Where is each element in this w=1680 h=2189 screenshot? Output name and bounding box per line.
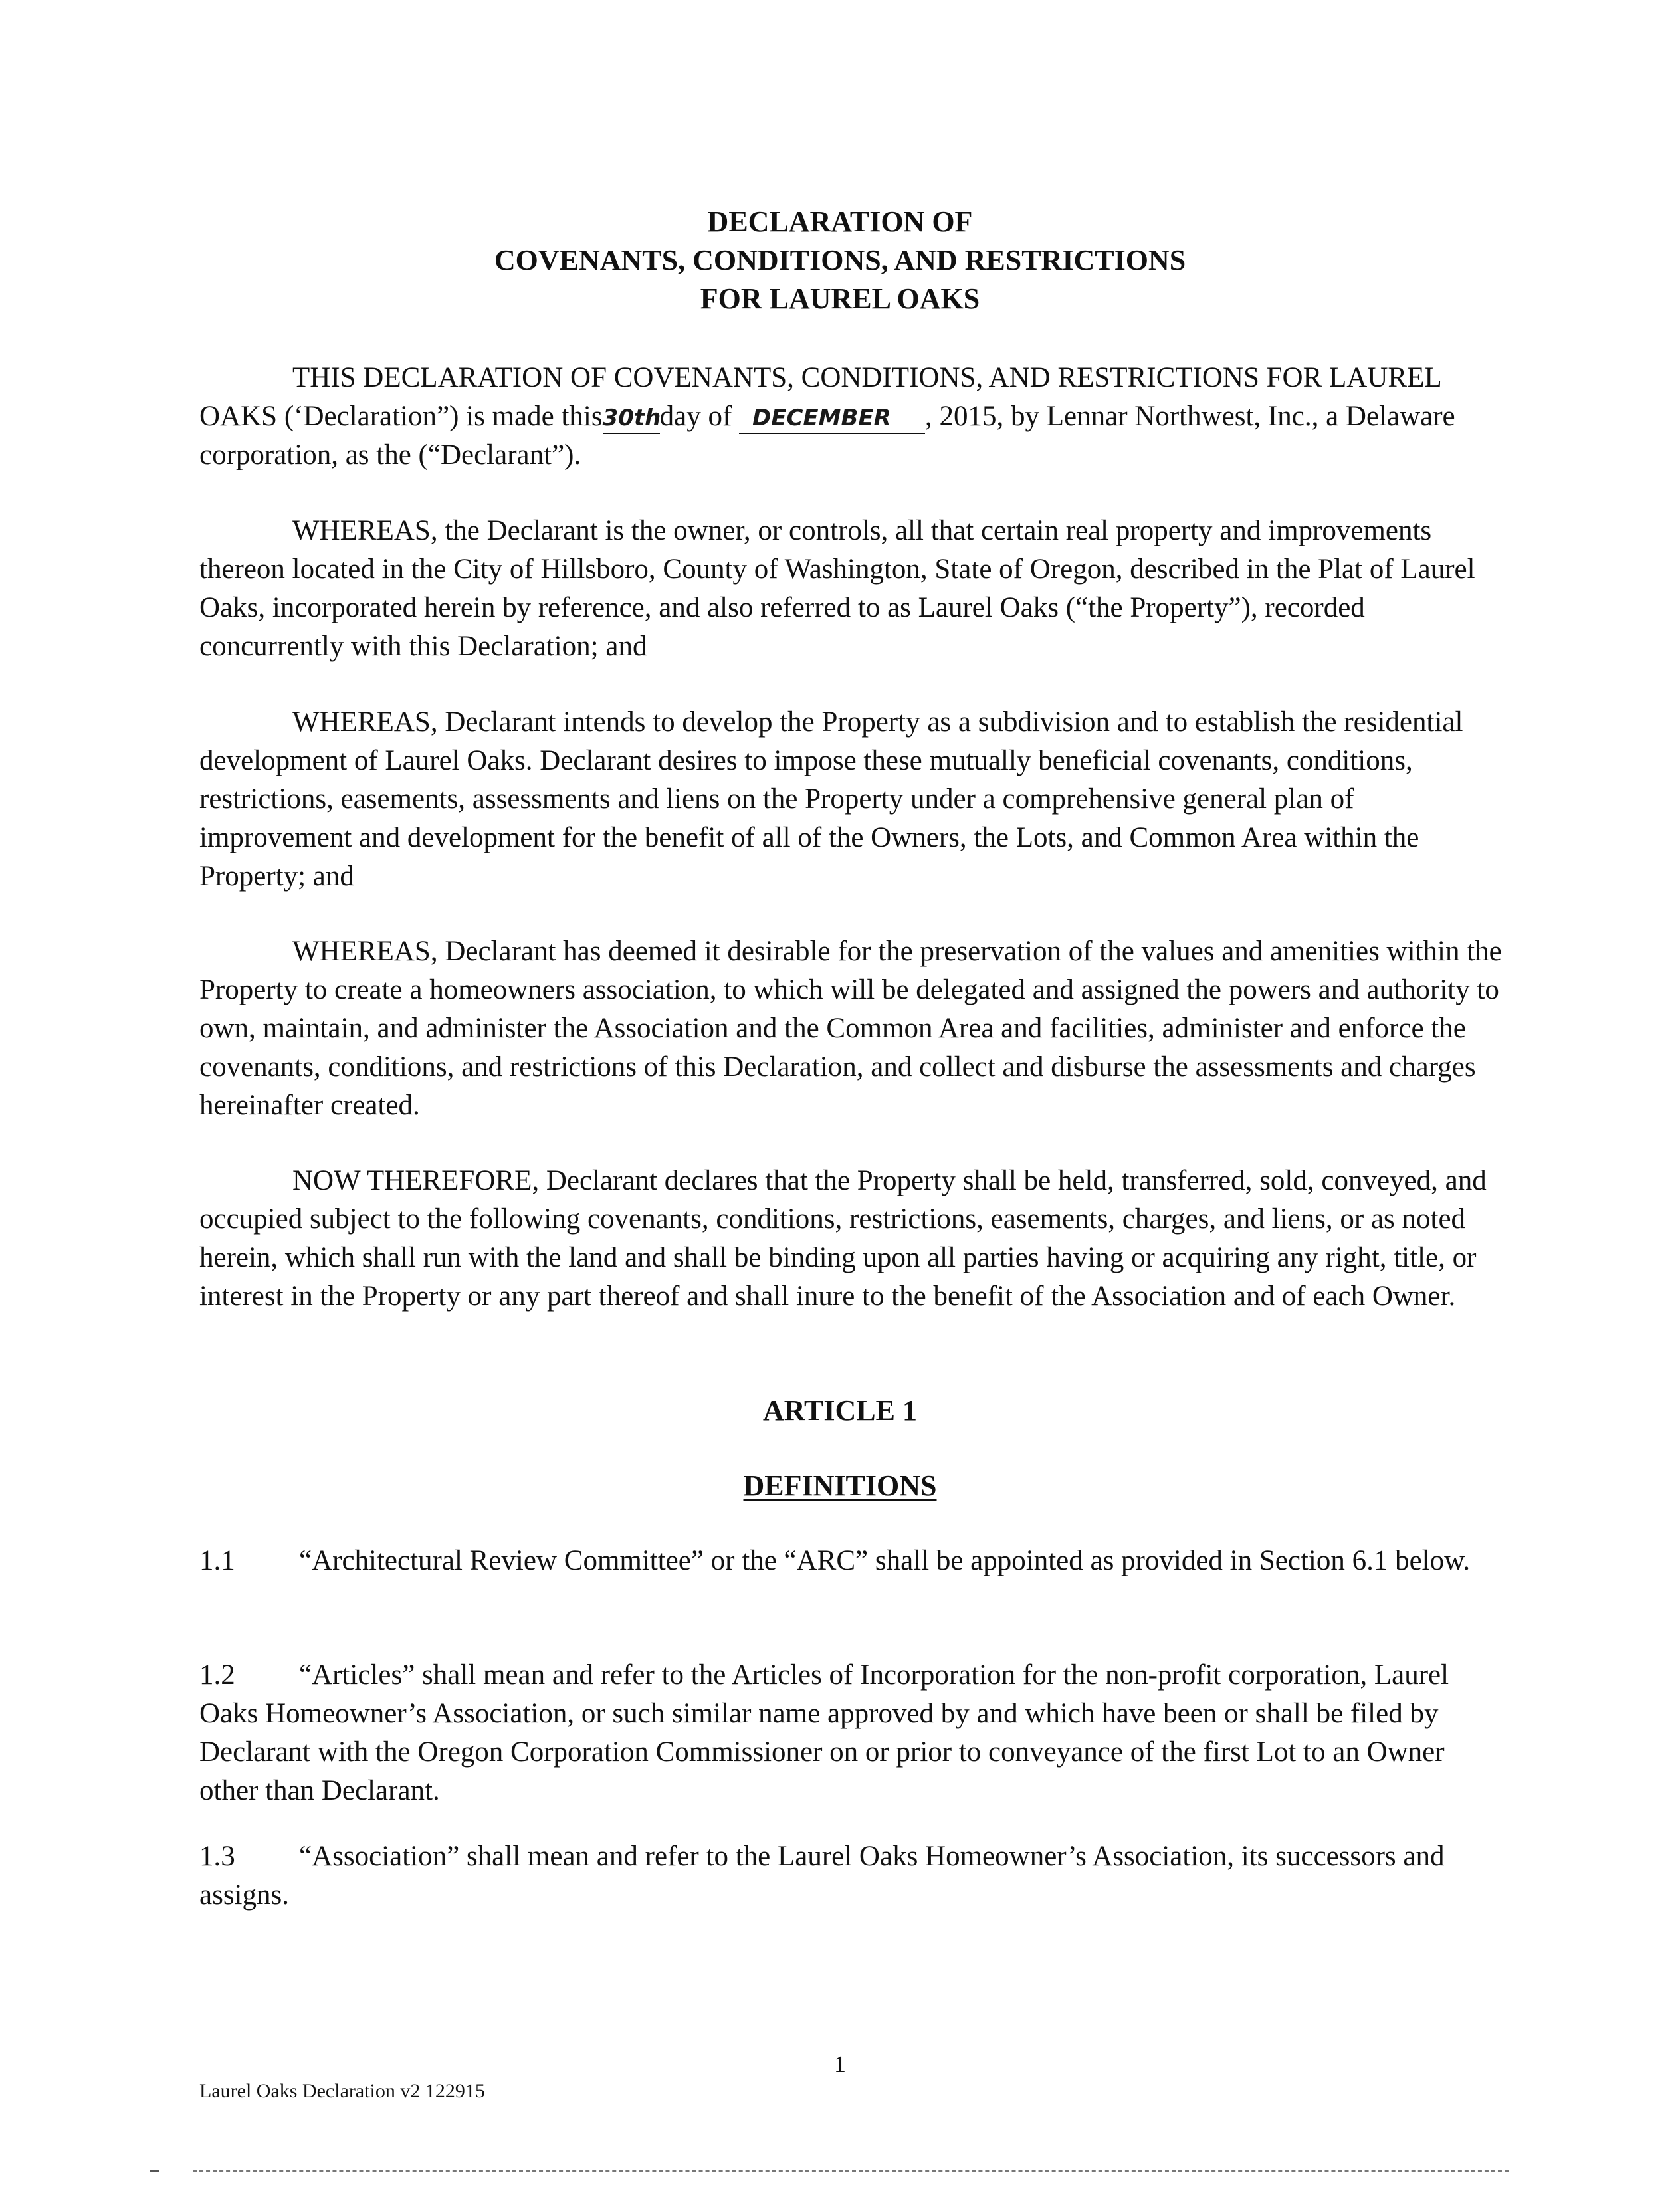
day-blank: [603, 402, 660, 434]
definitions-heading: [0, 1467, 1680, 1505]
definition-item: [199, 1837, 1502, 1915]
document-title: [0, 203, 1680, 318]
definition-text: “Architectural Review Committee” or the “ARC” shall be appointed as provided in Section 6.1 below.: [299, 1545, 1471, 1576]
whereas-paragraph-2: [199, 703, 1502, 896]
title-line-1: DECLARATION OF: [707, 205, 973, 238]
now-therefore-paragraph: [199, 1162, 1502, 1316]
scan-artifact-mark: [150, 2170, 159, 2172]
whereas-paragraph-1: [199, 512, 1502, 666]
document-footer: Laurel Oaks Declaration v2 122915: [199, 2080, 485, 2102]
definition-text: “Association” shall mean and refer to the Laurel Oaks Homeowner’s Association, its successors and assigns.: [199, 1841, 1445, 1911]
definition-item: [199, 1656, 1502, 1810]
definition-number: 1.2: [199, 1659, 235, 1691]
whereas-text-2: WHEREAS, Declarant intends to develop the Property as a subdivision and to establish the residential development of Laurel Oaks. Declarant desires to impose these mutually beneficial covenants, conditions, restrictions, easements, assessments and liens on the Property under a comprehensive general plan of improvement and development for the benefit of all of the Owners, the Lots, and Common Area within the Property; and: [199, 706, 1463, 892]
definition-item: [199, 1542, 1502, 1580]
definition-number: 1.1: [199, 1545, 235, 1576]
now-therefore-text: NOW THEREFORE, Declarant declares that the Property shall be held, transferred, sold, conveyed, and occupied subject to the following covenants, conditions, restrictions, easements, charges, and liens, or as noted herein, which shall run with the land and shall be binding upon all parties having or acquiring any right, title, or interest in the Property or any part thereof and shall inure to the benefit of the Association and of each Owner.: [199, 1165, 1487, 1312]
definition-text: “Articles” shall mean and refer to the Articles of Incorporation for the non-profit corporation, Laurel Oaks Homeowner’s Association, or such similar name approved by and which have been or shall be filed by Declarant with the Oregon Corporation Commissioner on or prior to conveyance of the first Lot to an Owner other than Declarant.: [199, 1659, 1449, 1806]
page-number: 1: [834, 2051, 846, 2077]
intro-text-1: THIS DECLARATION OF COVENANTS, CONDITIONS, AND RESTRICTIONS FOR LAUREL OAKS (‘Declaration”) is made this: [199, 362, 1441, 432]
whereas-text-1: WHEREAS, the Declarant is the owner, or controls, all that certain real property and improvements thereon located in the City of Hillsboro, County of Washington, State of Oregon, described in the Plat of Laurel Oaks, incorporated herein by reference, and also referred to as Laurel Oaks (“the Property”), recorded concurrently with this Declaration; and: [199, 515, 1475, 662]
intro-text-3: , 2015, by Lennar Northwest, Inc., a Delaware corporation, as the (“Declarant”).: [199, 401, 1455, 470]
scan-artifact-line: [193, 2170, 1509, 2172]
intro-text-2: day of: [659, 401, 732, 432]
article-heading: ARTICLE 1: [763, 1394, 917, 1427]
definitions-heading-text: DEFINITIONS: [743, 1469, 937, 1502]
month-blank: [739, 402, 925, 434]
title-line-3: FOR LAUREL OAKS: [700, 282, 980, 315]
whereas-text-3: WHEREAS, Declarant has deemed it desirable for the preservation of the values and amenities within the Property to create a homeowners association, to which will be delegated and assigned the powers and authority to own, maintain, and administer the Association and the Common Area and facilities, administer and enforce the covenants, conditions, and restrictions of this Declaration, and collect and disburse the assessments and charges hereinafter created.: [199, 936, 1502, 1121]
definition-number: 1.3: [199, 1841, 235, 1872]
handwritten-day: 30th: [602, 405, 661, 431]
intro-paragraph: [199, 359, 1502, 474]
whereas-paragraph-3: [199, 932, 1502, 1125]
title-line-2: COVENANTS, CONDITIONS, AND RESTRICTIONS: [494, 244, 1186, 276]
handwritten-month: DECEMBER: [752, 405, 891, 431]
